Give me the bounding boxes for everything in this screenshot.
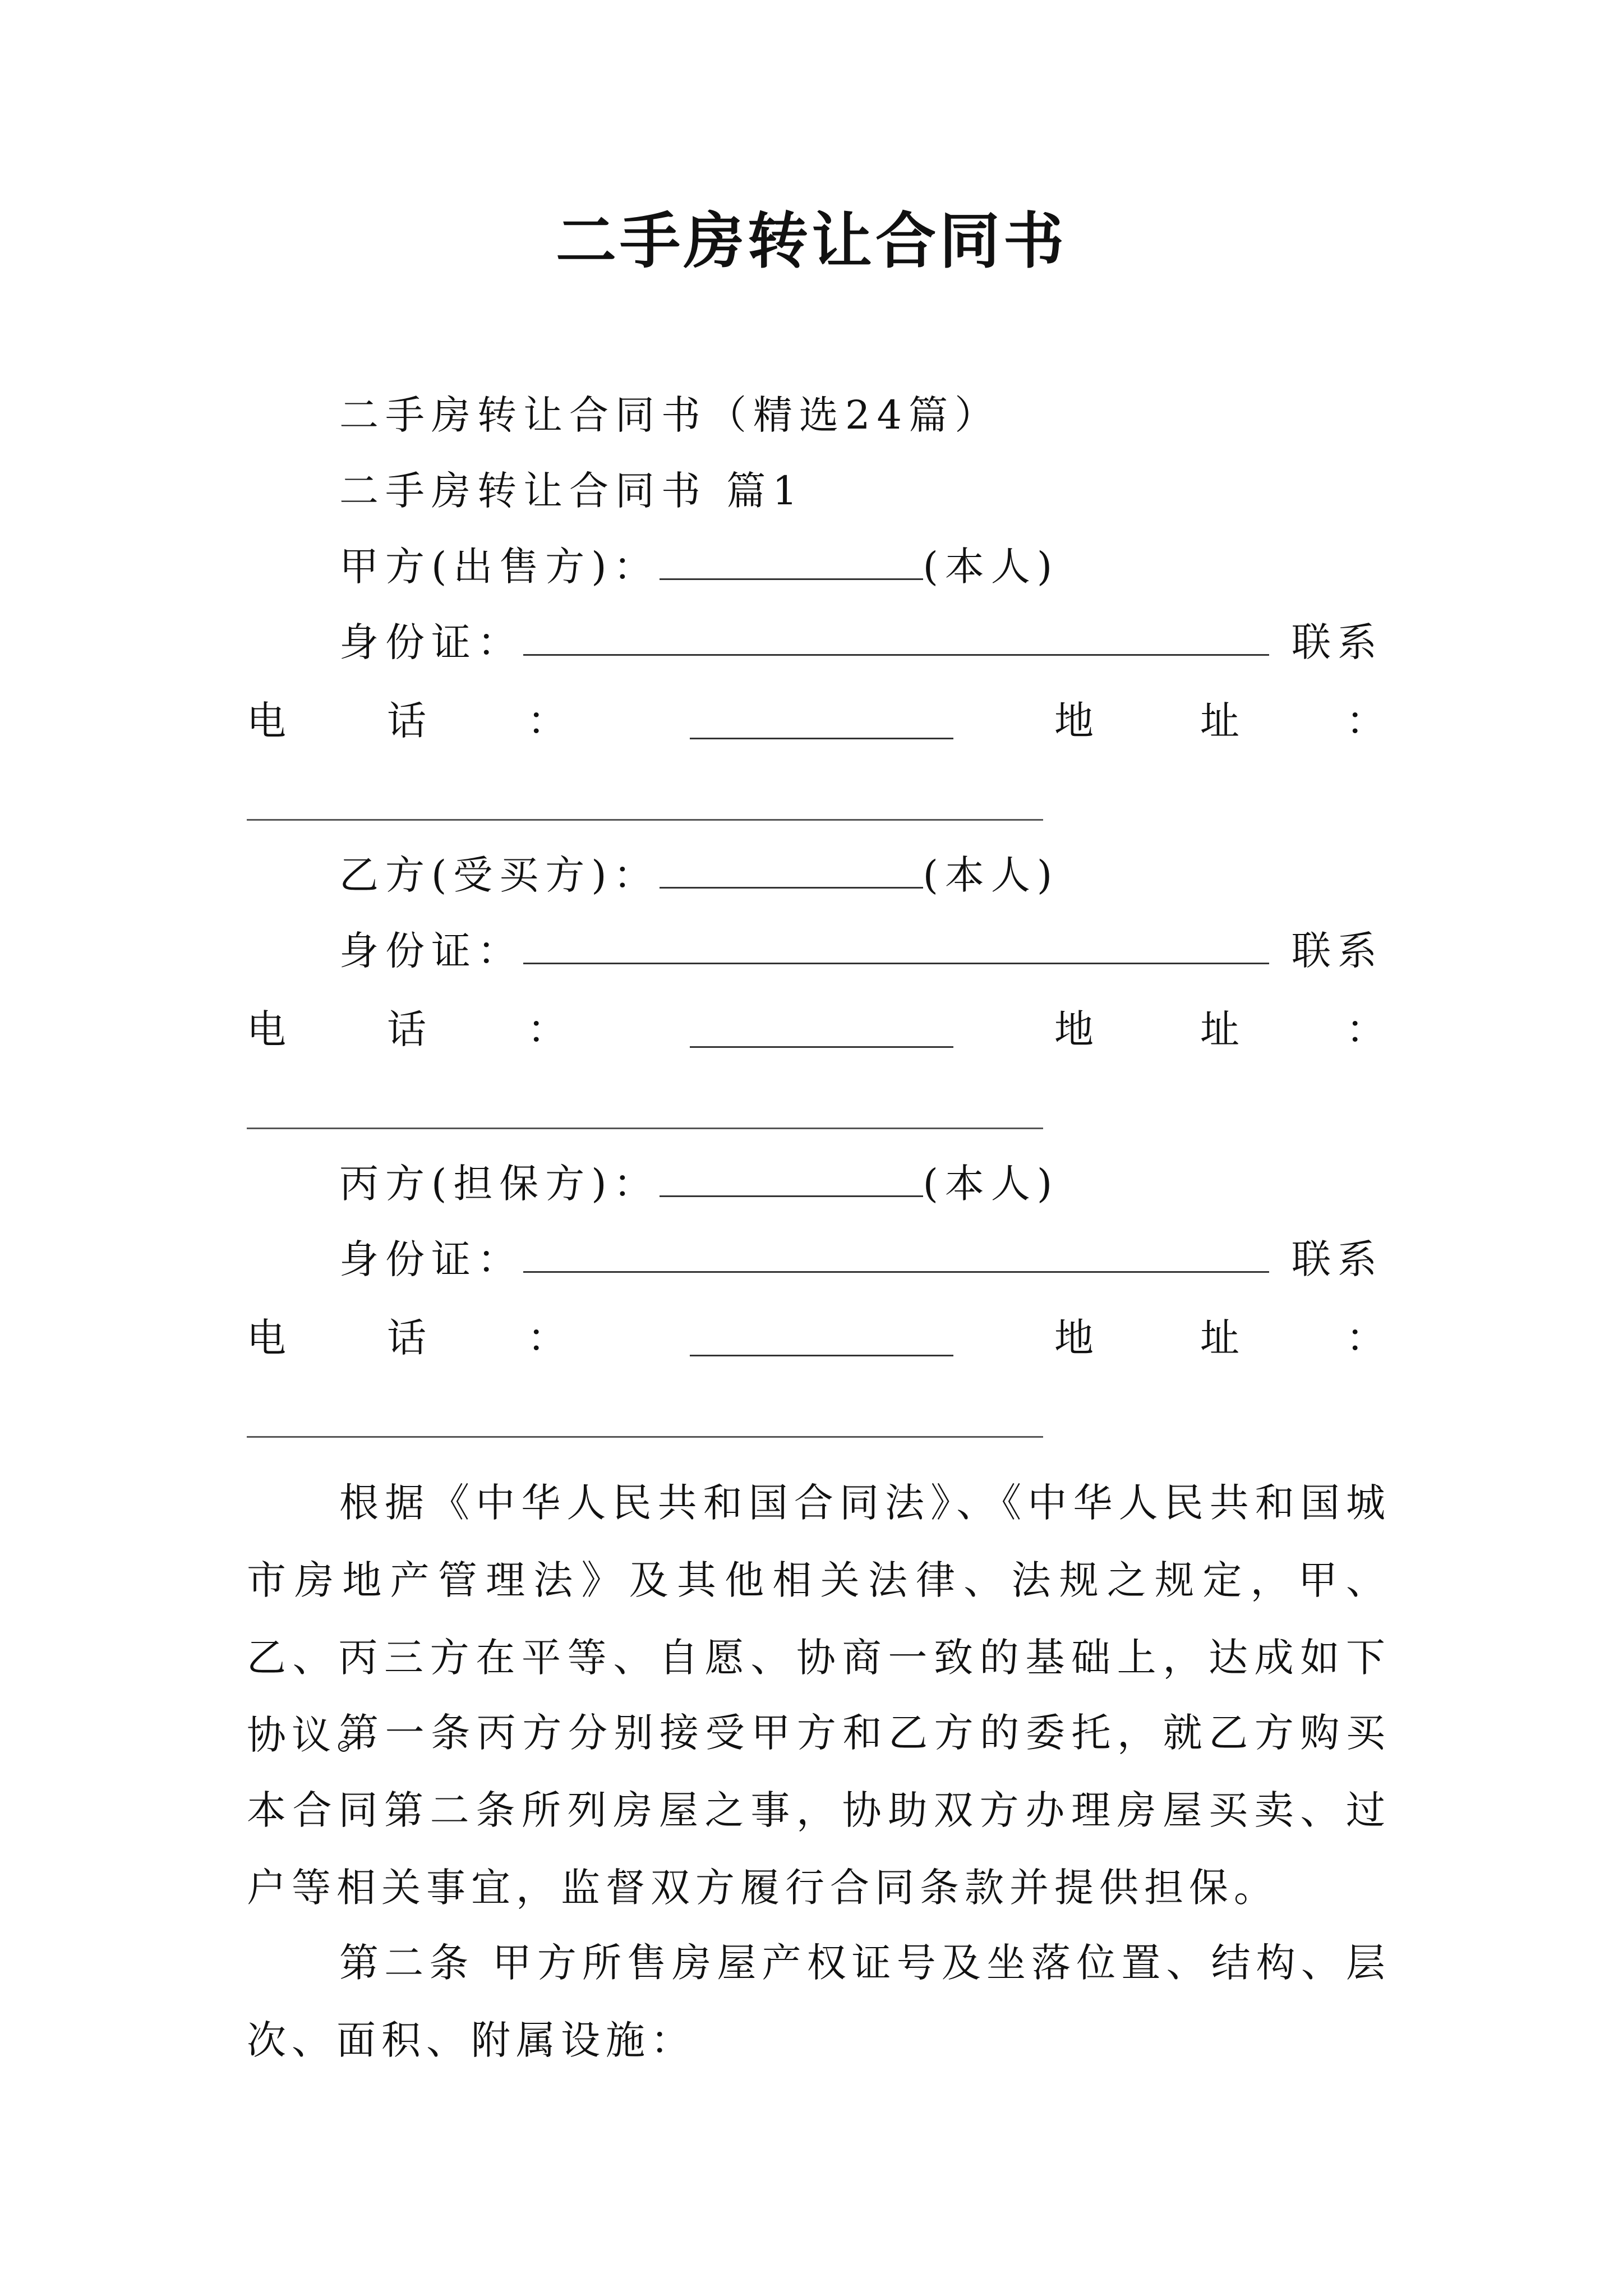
- party-b-name-blank[interactable]: [660, 848, 923, 889]
- party-a-address-blank[interactable]: [247, 819, 1043, 821]
- party-a-line: [339, 539, 1391, 595]
- paragraph-text: 根据《中华人民共和国合同法》、《中华人民共和国城市房地产管理法》及其他相关法律、法规之规定，甲、乙、丙三方在平等、自愿、协商一致的基础上，达成如下协议。: [247, 1480, 1391, 1758]
- party-c-id-line: [339, 1231, 1391, 1287]
- party-b-phone-blank[interactable]: [690, 1007, 953, 1048]
- phone-char-1: 电: [247, 1315, 286, 1361]
- party-c-suffix: (本人): [923, 1161, 1059, 1207]
- party-c-phone-row: [247, 1310, 1391, 1366]
- party-b-suffix: (本人): [923, 852, 1059, 898]
- document-title: 二手房转让合同书: [555, 206, 1067, 277]
- addr-colon: ：: [1346, 1315, 1385, 1361]
- phone-char-2: 话: [387, 1315, 426, 1361]
- party-a-phone-blank[interactable]: [690, 698, 953, 739]
- party-b-label: 乙方(受买方)：: [339, 852, 660, 898]
- party-c-label: 丙方(担保方)：: [339, 1161, 660, 1207]
- party-b-address-blank[interactable]: [247, 1128, 1043, 1129]
- party-c-contact-label: 联系: [1292, 1236, 1384, 1282]
- addr-char-1: 地: [1054, 1006, 1094, 1052]
- party-c-line: [339, 1156, 1391, 1212]
- paragraph-article-1: [247, 1694, 1391, 1926]
- addr-char-1: 地: [1054, 698, 1094, 744]
- phone-char-1: 电: [247, 1006, 286, 1052]
- party-b-id-line: [339, 923, 1391, 979]
- party-b-line: [339, 847, 1391, 903]
- addr-char-2: 址: [1200, 698, 1239, 744]
- phone-colon: ：: [527, 1006, 566, 1052]
- phone-char-2: 话: [387, 698, 426, 744]
- party-a-phone-row: [247, 693, 1391, 749]
- party-c-phone-blank[interactable]: [690, 1315, 953, 1356]
- party-b-phone-row: [247, 1001, 1391, 1057]
- party-a-id-blank[interactable]: [523, 615, 1269, 656]
- subtitle: 二手房转让合同书（精选24篇）: [339, 392, 1001, 438]
- party-a-suffix: (本人): [923, 544, 1059, 590]
- paragraph-article-2: [247, 1924, 1391, 2079]
- party-b-id-label: 身份证：: [339, 928, 523, 974]
- party-a-contact-label: 联系: [1292, 619, 1384, 665]
- addr-colon: ：: [1346, 1006, 1385, 1052]
- addr-colon: ：: [1346, 698, 1385, 744]
- section-heading: 二手房转让合同书 篇1: [339, 468, 804, 514]
- paragraph-text: 第二条 甲方所售房屋产权证号及坐落位置、结构、层次、面积、附属设施：: [247, 1940, 1391, 2063]
- phone-char-1: 电: [247, 698, 286, 744]
- phone-colon: ：: [527, 698, 566, 744]
- party-a-id-label: 身份证：: [339, 619, 523, 665]
- paragraph-text: 第一条丙方分别接受甲方和乙方的委托，就乙方购买本合同第二条所列房屋之事，协助双方办理房屋买卖、过户等相关事宜，监督双方履行合同条款并提供担保。: [247, 1710, 1391, 1911]
- party-a-id-line: [339, 614, 1391, 670]
- phone-char-2: 话: [387, 1006, 426, 1052]
- party-c-name-blank[interactable]: [660, 1156, 923, 1197]
- party-c-address-blank[interactable]: [247, 1436, 1043, 1438]
- party-c-id-label: 身份证：: [339, 1236, 523, 1282]
- party-a-label: 甲方(出售方)：: [339, 544, 660, 590]
- party-b-id-blank[interactable]: [523, 923, 1269, 964]
- addr-char-2: 址: [1200, 1315, 1239, 1361]
- party-b-contact-label: 联系: [1292, 928, 1384, 974]
- addr-char-1: 地: [1054, 1315, 1094, 1361]
- phone-colon: ：: [527, 1315, 566, 1361]
- party-c-id-blank[interactable]: [523, 1232, 1269, 1273]
- addr-char-2: 址: [1200, 1006, 1239, 1052]
- party-a-name-blank[interactable]: [660, 539, 923, 580]
